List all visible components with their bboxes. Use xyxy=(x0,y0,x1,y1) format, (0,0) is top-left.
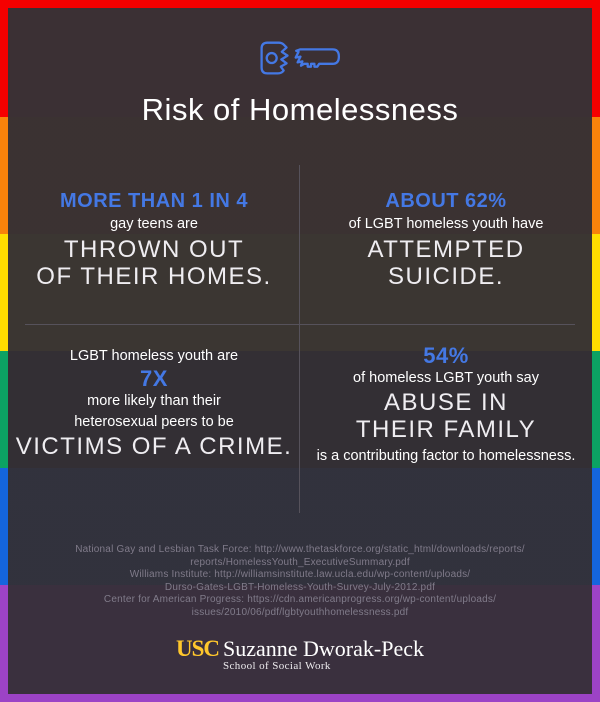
citation-line: Durso-Gates-LGBT-Homeless-Youth-Survey-July-2012.pdf xyxy=(164,581,436,593)
citation-line: issues/2010/06/pdf/lgbtyouthhomelessness.pdf xyxy=(191,606,409,618)
stat-headline: MORE THAN 1 IN 4 xyxy=(59,190,249,212)
stat-quadrant-family-abuse xyxy=(300,344,592,467)
stat-bigline: SUICIDE. xyxy=(387,263,504,290)
stat-subtext: gay teens are xyxy=(110,216,198,232)
source-citations xyxy=(8,544,592,619)
broken-key-icon xyxy=(8,36,592,82)
stat-bigline: ABUSE IN xyxy=(383,389,509,416)
stat-bigline: THROWN OUT xyxy=(63,236,245,263)
citation-line: Center for American Progress: https://cdn.americanprogress.org/wp-content/uploads/ xyxy=(103,594,497,605)
stat-subtext: is a contributing factor to homelessness. xyxy=(316,448,576,464)
stat-subtext: of LGBT homeless youth have xyxy=(348,216,544,232)
page-title: Risk of Homelessness xyxy=(141,92,459,127)
stat-subtext: of homeless LGBT youth say xyxy=(353,370,539,386)
horizontal-divider xyxy=(25,324,575,325)
stat-subtext: heterosexual peers to be xyxy=(74,414,234,430)
stat-subtext: more likely than their xyxy=(87,393,221,409)
stat-quadrant-attempted-suicide xyxy=(300,190,592,290)
stat-headline: ABOUT 62% xyxy=(385,190,507,212)
stat-subtext: LGBT homeless youth are xyxy=(69,348,239,364)
citation-line: National Gay and Lesbian Task Force: http://www.thetaskforce.org/static_html/downloads/reports/ xyxy=(75,544,525,555)
stat-bigline: OF THEIR HOMES. xyxy=(36,263,272,290)
stat-quadrant-victims-of-crime xyxy=(8,346,300,460)
usc-school-logo xyxy=(8,638,592,672)
stat-headline: 54% xyxy=(423,343,469,368)
stat-bigline: THEIR FAMILY xyxy=(355,416,537,443)
usc-wordmark: USC xyxy=(175,636,219,661)
stat-headline: 7X xyxy=(140,366,168,391)
stat-bigline: VICTIMS OF A CRIME. xyxy=(15,433,293,460)
school-name-text: Suzanne Dworak-Peck xyxy=(223,636,424,661)
stat-bigline: ATTEMPTED xyxy=(367,236,525,263)
citation-line: reports/HomelessYouth_ExecutiveSummary.pdf xyxy=(190,556,410,568)
citation-line: Williams Institute: http://williamsinstitute.law.ucla.edu/wp-content/uploads/ xyxy=(129,569,471,580)
stat-quadrant-thrown-out xyxy=(8,190,300,290)
school-subtitle-text: School of Social Work xyxy=(223,660,331,672)
poster-body xyxy=(8,8,592,694)
